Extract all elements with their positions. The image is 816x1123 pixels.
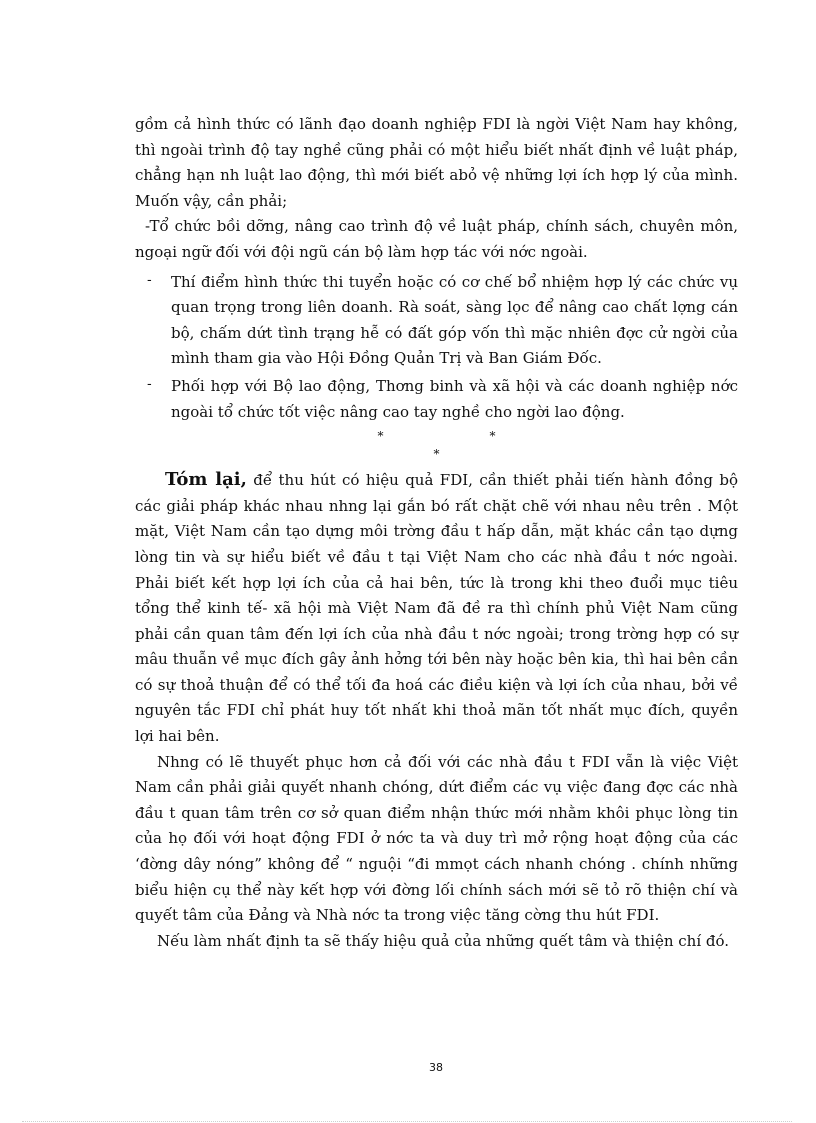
separator-star-icon: * — [377, 429, 384, 444]
section-separator-bottom — [135, 445, 738, 463]
document-body — [135, 112, 738, 954]
list-item-text: Thí điểm hình thức thi tuyển hoặc có cơ chế bổ nhiệm hợp lý các chức vụ quan trọng trong liên doanh. Rà soát, sàng lọc để nâng cao chất lợng cán bộ, chấm dứt tình trạng hễ có đất góp vốn thì mặc nhiên đợc cử ngời của mình tham gia vào Hội Đồng Quản Trị và Ban Giám Đốc. — [171, 272, 738, 368]
separator-star-icon: * — [433, 447, 440, 462]
bullet-list — [135, 270, 738, 426]
separator-star-icon: * — [489, 429, 496, 444]
page-number: 38 — [429, 1061, 443, 1074]
conclusion-text: để thu hút có hiệu quả FDI, cần thiết phải tiến hành đồng bộ các giải pháp khác nhau nhng lại gắn bó rất chặt chẽ với nhau nêu trên . Một mặt, Việt Nam cần tạo dựng môi trờng đầu t hấp dẫn, mặt khác cần tạo dựng lòng tin và sự hiểu biết về đầu t tại Việt Nam cho các nhà đầu t nớc ngoài. Phải biết kết hợp lợi ích của cả hai bên, tức là trong khi theo đuổi mục tiêu tổng thể kinh tế- xã hội mà Việt Nam đã đề ra thì chính phủ Việt Nam cũng phải cần quan tâm đến lợi ích của nhà đầu t nớc ngoài; trong trờng hợp có sự mâu thuẫn về mục đích gây ảnh hởng tới bên này hoặc bên kia, thì hai bên cần có sự thoả thuận để có thể tối đa hoá các điều kiện và lợi ích của nhau, bởi về nguyên tắc FDI chỉ phát huy tốt nhất khi thoả mãn tốt nhất mục đích, quyền lợi hai bên. — [135, 471, 738, 746]
list-item-text: Phối hợp với Bộ lao động, Thơng binh và xã hội và các doanh nghiệp nớc ngoài tổ chức tốt việc nâng cao tay nghề cho ngời lao động. — [171, 376, 738, 421]
paragraph-final: Nếu làm nhất định ta sẽ thấy hiệu quả của những quết tâm và thiện chí đó. — [157, 931, 730, 950]
footer-divider — [22, 1121, 792, 1122]
bullet-dash-icon: - — [147, 272, 152, 288]
paragraph-persuasion: Nhng có lẽ thuyết phục hơn cả đối với các nhà đầu t FDI vẫn là việc Việt Nam cần phải giải quyết nhanh chóng, dứt điểm các vụ việc đang đợc các nhà đầu t quan tâm trên cơ sở quan điểm nhận thức mới nhằm khôi phục lòng tin của họ đối với hoạt động FDI ở nớc ta và duy trì mở rộng hoạt động của các ‘đờng dây nóng” không để “ nguội “đi mmọt cách nhanh chóng . chính những biểu hiện cụ thể này kết hợp với đờng lối chính sách mới sẽ tỏ rõ thiện chí và quyết tâm của Đảng và Nhà nớc ta trong việc tăng cờng thu hút FDI. — [135, 752, 738, 925]
list-item — [135, 270, 738, 372]
paragraph-continued: gồm cả hình thức có lãnh đạo doanh nghiệp FDI là ngời Việt Nam hay không, thì ngoài trình độ tay nghề cũng phải có một hiểu biết nhất định về luật pháp, chẳng hạn nh luật lao động, thì mới biết abỏ vệ những lợi ích hợp lý của mình. Muốn vậy, cần phải; — [135, 115, 738, 210]
paragraph-training: -Tổ chức bồi dỡng, nâng cao trình độ về luật pháp, chính sách, chuyên môn, ngoại ngữ đối với đội ngũ cán bộ làm hợp tác với nớc ngoài. — [135, 217, 738, 261]
conclusion-lead: Tóm lại, — [165, 469, 247, 491]
section-separator — [135, 427, 738, 445]
list-item — [135, 374, 738, 425]
bullet-dash-icon: - — [147, 376, 152, 392]
paragraph-conclusion — [135, 467, 738, 750]
